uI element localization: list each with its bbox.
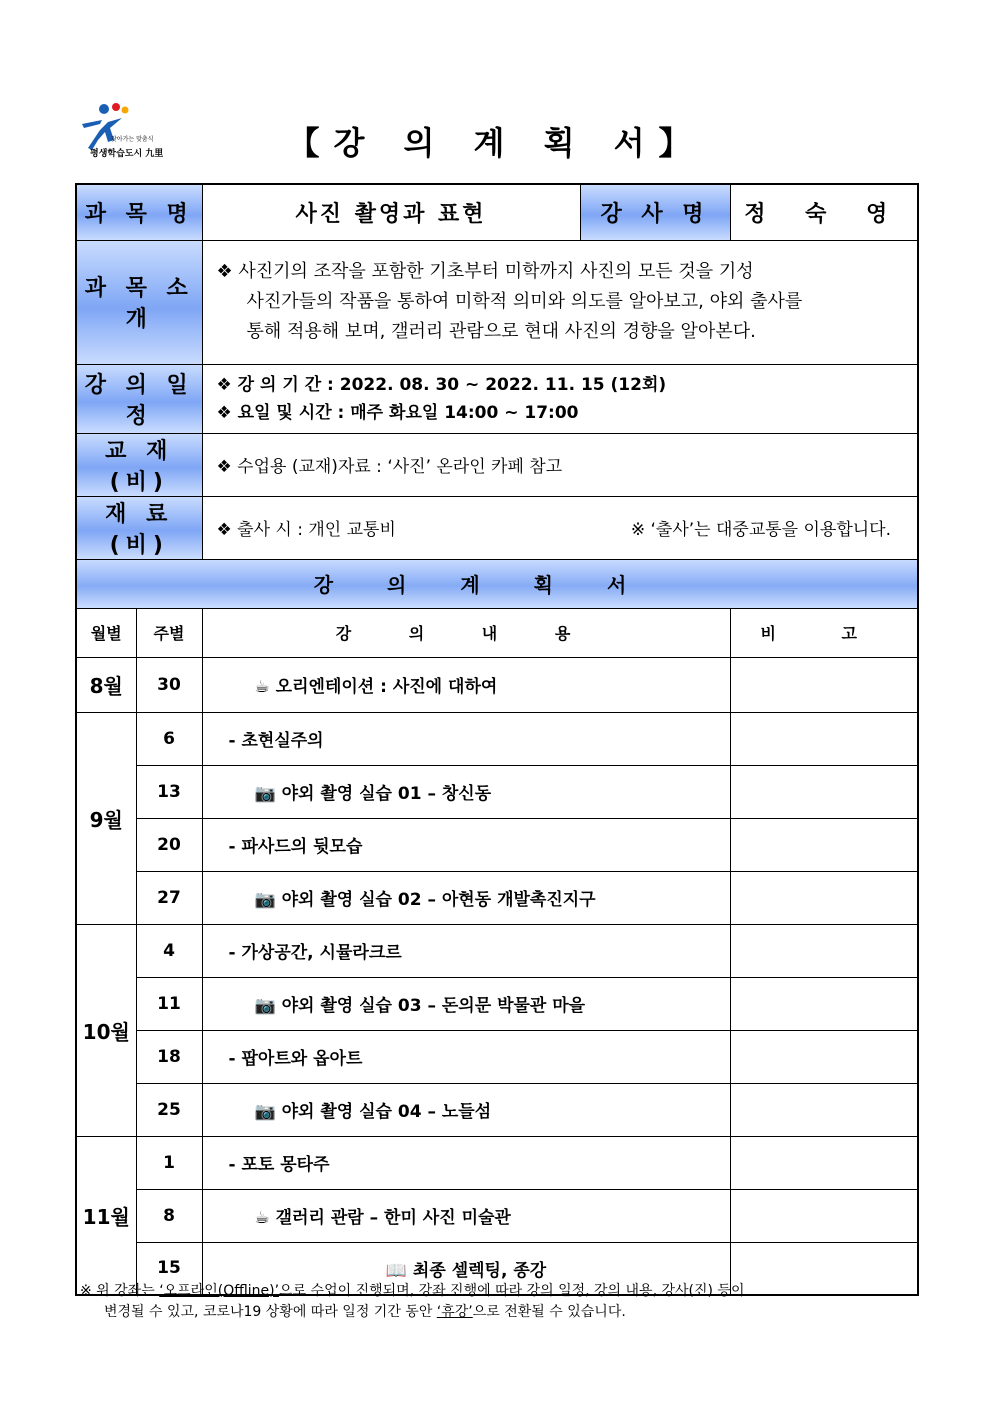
content-cell: ☕ 오리엔테이션 : 사진에 대하여 [202,657,730,712]
teacher-label: 강 사 명 [580,184,730,240]
lecture-plan-table [75,183,919,1296]
subject-name: 사진 촬영과 표현 [202,184,580,240]
plan-header-row [76,608,918,657]
content-cell: 📷 야외 촬영 실습 02 – 아현동 개발촉진지구 [202,871,730,924]
footnote-line-1 [80,1281,744,1302]
footnote [80,1281,744,1323]
note-cell [730,657,918,712]
plan-body [76,657,918,1295]
plan-band-row [76,559,918,608]
table-row [76,1083,918,1136]
table-row [76,1189,918,1242]
footnote-line-2 [80,1302,744,1323]
week-cell: 8 [136,1189,202,1242]
table-row [76,712,918,765]
content-cell: - 팝아트와 옵아트 [202,1030,730,1083]
plan-band-title: 강의계획서 [76,559,918,608]
footnote-line2-pre: 변경될 수 있고, 코로나19 상황에 따라 일정 기간 동안 [104,1304,437,1320]
schedule-text [202,364,918,433]
week-cell: 30 [136,657,202,712]
week-cell: 27 [136,871,202,924]
week-cell: 6 [136,712,202,765]
week-cell: 13 [136,765,202,818]
material-cell [202,496,918,559]
teacher-name: 정 숙 영 [730,184,918,240]
note-cell [730,1083,918,1136]
logo-city: 평생학습도시 九里 [90,149,164,159]
intro-line-3: 통해 적용해 보며, 갤러리 관람으로 현대 사진의 경향을 알아본다. [246,321,756,342]
note-cell [730,924,918,977]
content-cell: 📷 야외 촬영 실습 04 – 노들섬 [202,1083,730,1136]
col-month-header: 월별 [76,608,136,657]
table-row [76,977,918,1030]
subject-row [76,184,918,240]
note-cell [730,1030,918,1083]
note-cell [730,818,918,871]
schedule-period: ❖ 강 의 기 간 : 2022. 08. 30 ~ 2022. 11. 15 (12회) [216,374,667,395]
logo-tagline: 찾아가는 맞춤식 [111,136,154,143]
col-content-header: 강 의 내 용 [202,608,730,657]
table-row [76,871,918,924]
content-cell: - 가상공간, 시뮬라크르 [202,924,730,977]
material-label: 재 료 (비) [76,496,202,559]
page-title: 【강 의 계 획 서】 [287,124,705,162]
content-cell: - 초현실주의 [202,712,730,765]
table-row [76,765,918,818]
schedule-label: 강 의 일 정 [76,364,202,433]
textbook-label: 교 재 (비) [76,433,202,496]
table-row [76,924,918,977]
textbook-text: ❖ 수업용 (교재)자료 : ‘사진’ 온라인 카페 참고 [202,433,918,496]
note-cell [730,1136,918,1189]
week-cell: 20 [136,818,202,871]
col-week-header: 주별 [136,608,202,657]
table-row [76,818,918,871]
note-cell [730,871,918,924]
material-text: ❖ 출사 시 : 개인 교통비 [216,520,396,540]
week-cell: 11 [136,977,202,1030]
note-cell [730,712,918,765]
month-cell: 10월 [76,924,136,1136]
week-cell: 4 [136,924,202,977]
intro-row [76,240,918,364]
content-cell: - 파사드의 뒷모습 [202,818,730,871]
content-cell: 📖 최종 셀렉팅, 종강 [202,1242,730,1295]
table-row [76,657,918,712]
footnote-mid: 으로 수업이 진행되며, 강좌 진행에 따라 강의 일정, 강의 내용, 강사(진) 등이 [279,1283,745,1299]
content-cell: 📷 야외 촬영 실습 01 – 창신동 [202,765,730,818]
footnote-closure: ‘휴강’ [436,1304,473,1320]
table-row [76,1030,918,1083]
intro-label: 과 목 소 개 [76,240,202,364]
note-cell [730,1189,918,1242]
intro-line-2: 사진가들의 작품을 통하여 미학적 의미와 의도를 알아보고, 야외 출사를 [246,291,803,312]
textbook-row [76,433,918,496]
col-note-header: 비 고 [730,608,918,657]
footnote-offline: ‘오프라인(Offline)’ [159,1283,280,1299]
note-cell [730,977,918,1030]
month-cell: 9월 [76,712,136,924]
content-cell: ☕ 갤러리 관람 – 한미 사진 미술관 [202,1189,730,1242]
footnote-line2-post: 으로 전환될 수 있습니다. [472,1304,626,1320]
week-cell: 15 [136,1242,202,1295]
week-cell: 1 [136,1136,202,1189]
note-cell [730,765,918,818]
intro-text [202,240,918,364]
week-cell: 25 [136,1083,202,1136]
content-cell: 📷 야외 촬영 실습 03 – 돈의문 박물관 마을 [202,977,730,1030]
intro-line-1: ❖ 사진기의 조작을 포함한 기초부터 미학까지 사진의 모든 것을 기성 [216,261,754,282]
content-cell: - 포토 몽타주 [202,1136,730,1189]
week-cell: 18 [136,1030,202,1083]
note-cell [730,1242,918,1295]
material-row [76,496,918,559]
table-row [76,1136,918,1189]
schedule-time: ❖ 요일 및 시간 : 매주 화요일 14:00 ~ 17:00 [216,402,579,423]
material-note: ※ ‘출사’는 대중교통을 이용합니다. [630,520,892,540]
schedule-row [76,364,918,433]
month-cell: 8월 [76,657,136,712]
month-cell: 11월 [76,1136,136,1295]
subject-label: 과 목 명 [76,184,202,240]
footnote-pre: ※ 위 강좌는 [80,1283,160,1299]
